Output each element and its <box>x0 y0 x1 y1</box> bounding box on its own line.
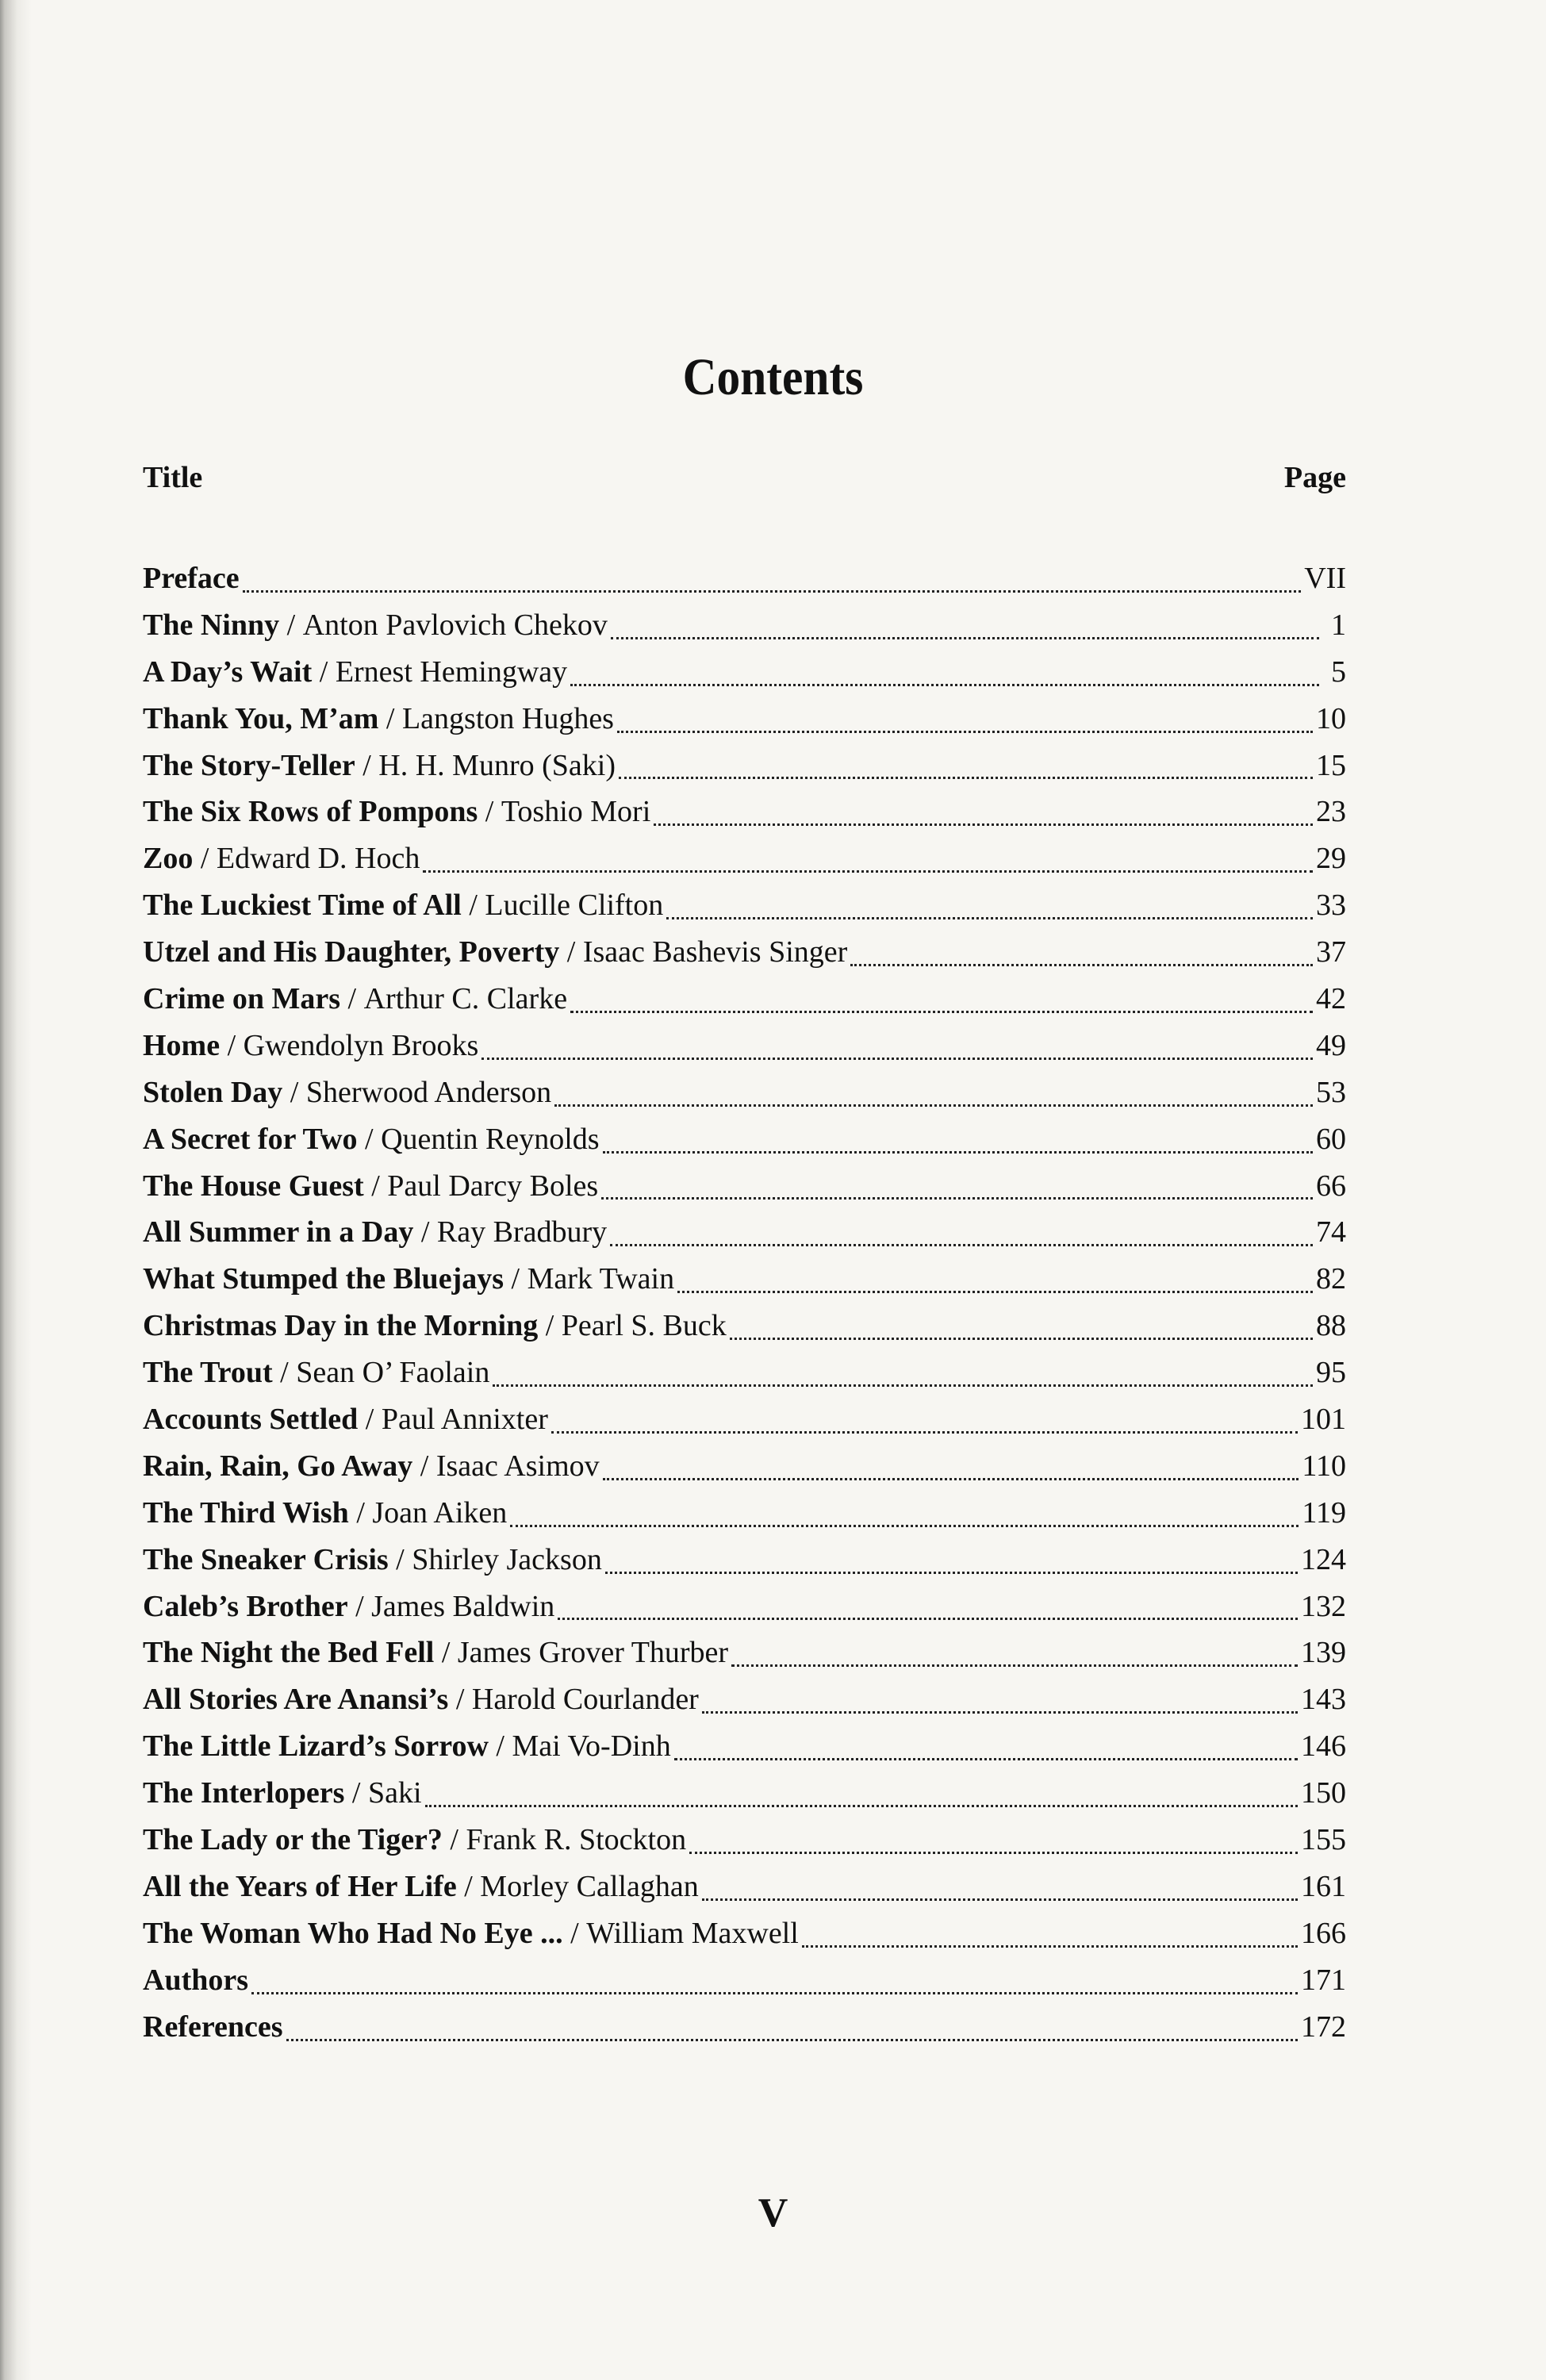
dot-leader <box>605 1572 1298 1574</box>
toc-entry <box>143 1770 1346 1817</box>
toc-entry-separator: / <box>562 1916 587 1950</box>
toc-entry-separator: / <box>478 795 501 829</box>
dot-leader <box>730 1338 1313 1340</box>
toc-entry-title: Caleb’s Brother <box>143 1589 348 1623</box>
toc-entry-author: Ray Bradbury <box>436 1215 608 1250</box>
toc-entry-separator: / <box>347 1589 372 1623</box>
toc-entry-separator: / <box>504 1262 527 1296</box>
toc-entry-title: Utzel and His Daughter, Poverty <box>143 935 560 969</box>
toc-entry <box>143 1723 1346 1770</box>
toc-entry-page: 150 <box>1301 1776 1346 1810</box>
toc-entry-page: 74 <box>1316 1215 1346 1250</box>
dot-leader <box>570 684 1319 686</box>
toc-entry-title: The Trout <box>143 1356 273 1390</box>
dot-leader <box>243 590 1302 593</box>
dot-leader <box>654 823 1313 826</box>
toc-entry-title: The Ninny <box>143 608 280 642</box>
toc-entry-author: Morley Callaghan <box>480 1869 699 1903</box>
dot-leader <box>702 1711 1298 1714</box>
dot-leader <box>802 1945 1298 1948</box>
toc-entry-title: Home <box>143 1028 221 1062</box>
toc-entry-page: 101 <box>1301 1403 1346 1437</box>
toc-entry-separator: / <box>344 1776 368 1810</box>
toc-entry-title: The Night the Bed Fell <box>143 1636 435 1670</box>
toc-entry-author: Quentin Reynolds <box>381 1122 600 1156</box>
toc-entry <box>143 1349 1346 1396</box>
toc-entry-title: What Stumped the Bluejays <box>143 1262 504 1296</box>
toc-entry-title: A Secret for Two <box>143 1122 358 1156</box>
toc-entry-author: Paul Annixter <box>381 1403 548 1437</box>
toc-entry-author: James Grover Thurber <box>457 1636 729 1670</box>
dot-leader <box>677 1291 1313 1293</box>
dot-leader <box>731 1664 1298 1667</box>
toc-entry-title: The Luckiest Time of All <box>143 889 462 923</box>
toc-entry-author: Isaac Bashevis Singer <box>582 935 848 969</box>
toc-entry <box>143 1256 1346 1303</box>
dot-leader <box>554 1104 1313 1107</box>
dot-leader <box>510 1525 1299 1527</box>
toc-entry-separator: / <box>488 1729 512 1764</box>
dot-leader <box>425 1805 1299 1807</box>
toc-entry-title: Zoo <box>143 842 194 876</box>
toc-entry <box>143 1864 1346 1910</box>
toc-entry-page: 53 <box>1316 1075 1346 1109</box>
toc-entry-title: The Third Wish <box>143 1495 349 1530</box>
toc-entry <box>143 1676 1346 1723</box>
toc-entry-page: 37 <box>1316 935 1346 969</box>
toc-entry-page: 155 <box>1301 1823 1346 1857</box>
toc-entry-page: 29 <box>1316 842 1346 876</box>
toc-entry-separator: / <box>282 1075 306 1109</box>
toc-entry-separator: / <box>538 1309 562 1343</box>
toc-entry-author: Edward D. Hoch <box>216 842 420 876</box>
title-column-label: Title <box>143 461 203 494</box>
toc-entry-author: Gwendolyn Brooks <box>243 1028 479 1062</box>
toc-entry-separator: / <box>442 1823 466 1857</box>
toc-entry-page: 119 <box>1302 1495 1346 1530</box>
dot-leader <box>493 1384 1313 1387</box>
toc-entry-author: Sean O’ Faolain <box>296 1356 490 1390</box>
toc-entry-title: The Woman Who Had No Eye ... <box>143 1916 563 1950</box>
toc-entry-page: 1 <box>1331 608 1346 642</box>
toc-entry-author: H. H. Munro (Saki) <box>378 748 616 782</box>
dot-leader <box>619 777 1313 779</box>
toc-entry-page: 82 <box>1316 1262 1346 1296</box>
toc-entry <box>143 1069 1346 1116</box>
toc-entry-page: 172 <box>1301 2010 1346 2044</box>
toc-entry <box>143 696 1346 743</box>
toc-entry-separator: / <box>378 701 402 735</box>
toc-entry-title: All the Years of Her Life <box>143 1869 457 1903</box>
toc-entry <box>143 649 1346 696</box>
toc-entry <box>143 1490 1346 1537</box>
dot-leader <box>689 1852 1298 1854</box>
toc-entry-author: Frank R. Stockton <box>466 1823 687 1857</box>
toc-entry <box>143 1583 1346 1630</box>
toc-entry-page: 49 <box>1316 1028 1346 1062</box>
page-number: V <box>758 2190 788 2236</box>
toc-entry-separator: / <box>348 1495 373 1530</box>
dot-leader <box>558 1618 1298 1620</box>
toc-entry-author: Arthur C. Clarke <box>363 982 568 1016</box>
toc-entry-page: 15 <box>1316 748 1346 782</box>
toc-entry-page: VII <box>1304 562 1346 595</box>
toc-entry-page: 95 <box>1316 1356 1346 1390</box>
dot-leader <box>610 1244 1313 1246</box>
toc-entry <box>143 882 1346 929</box>
toc-entry-title: The Six Rows of Pompons <box>143 795 478 829</box>
dot-leader <box>423 870 1313 873</box>
toc-entry <box>143 1116 1346 1163</box>
toc-entry-page: 171 <box>1301 1963 1346 1997</box>
toc-entry <box>143 1957 1346 2004</box>
dot-leader <box>603 1478 1299 1480</box>
dot-leader <box>551 1431 1298 1434</box>
toc-entry <box>143 743 1346 789</box>
dot-leader <box>666 917 1313 919</box>
toc-entry-author: William Maxwell <box>586 1916 799 1950</box>
toc-entry-separator: / <box>413 1215 437 1250</box>
toc-entry-title: The Story-Teller <box>143 748 355 782</box>
toc-entry-title: Christmas Day in the Morning <box>143 1309 539 1343</box>
toc-entry <box>143 1910 1346 1957</box>
toc-entry-title: The House Guest <box>143 1169 364 1203</box>
toc-entry <box>143 1537 1346 1583</box>
toc-entry-title: Thank You, M’am <box>143 701 379 735</box>
toc-entry-separator: / <box>363 1169 388 1203</box>
toc-entry <box>143 1303 1346 1349</box>
toc-entry-title: The Little Lizard’s Sorrow <box>143 1729 489 1764</box>
toc-entry-page: 66 <box>1316 1169 1346 1203</box>
toc-entry <box>143 1209 1346 1256</box>
toc-entry <box>143 1396 1346 1443</box>
toc-entry-title: The Interlopers <box>143 1776 345 1810</box>
toc-entry-author: Anton Pavlovich Chekov <box>302 608 608 642</box>
toc-entry-separator: / <box>358 1403 382 1437</box>
toc-entry-title: Crime on Mars <box>143 982 341 1016</box>
toc-entry-separator: / <box>388 1542 412 1576</box>
dot-leader <box>570 1011 1313 1013</box>
toc-entry <box>143 602 1346 649</box>
toc-entry-title: Accounts Settled <box>143 1403 359 1437</box>
dot-leader <box>286 2039 1298 2041</box>
toc-entry-author: Pearl S. Buck <box>561 1309 727 1343</box>
toc-entry-author: Lucille Clifton <box>485 889 664 923</box>
toc-entry-page: 161 <box>1301 1869 1346 1903</box>
toc-entry-separator: / <box>412 1449 436 1483</box>
contents-heading: Contents <box>682 348 864 406</box>
toc-entry-title: Preface <box>143 562 240 595</box>
toc-entry-page: 132 <box>1301 1589 1346 1623</box>
dot-leader <box>674 1758 1298 1760</box>
toc-entry-title: Authors <box>143 1963 249 1997</box>
toc-entry-page: 139 <box>1301 1636 1346 1670</box>
page-column-label: Page <box>1283 461 1346 494</box>
toc-entry-page: 23 <box>1316 795 1346 829</box>
toc-entry-title: The Sneaker Crisis <box>143 1542 389 1576</box>
toc-entry-author: Sherwood Anderson <box>305 1075 552 1109</box>
toc-entry-author: Harold Courlander <box>471 1683 699 1717</box>
dot-leader <box>603 1151 1313 1154</box>
toc-entry <box>143 1817 1346 1864</box>
dot-leader <box>481 1058 1313 1060</box>
dot-leader <box>850 964 1313 966</box>
dot-leader <box>617 731 1313 733</box>
toc-entry-author: Ernest Hemingway <box>335 654 568 689</box>
dot-leader <box>611 637 1319 639</box>
toc-entry <box>143 835 1346 882</box>
toc-entry-author: Isaac Asimov <box>435 1449 600 1483</box>
toc-entry-separator: / <box>220 1028 244 1062</box>
toc-entry-title: A Day’s Wait <box>143 654 313 689</box>
toc-entry-page: 88 <box>1316 1309 1346 1343</box>
toc-entry-page: 33 <box>1316 889 1346 923</box>
toc-entry-author: Shirley Jackson <box>412 1542 602 1576</box>
toc-entry-page: 60 <box>1316 1122 1346 1156</box>
toc-entry-title: References <box>143 2010 283 2044</box>
toc-entry <box>143 1630 1346 1676</box>
toc-entry-page: 166 <box>1301 1916 1346 1950</box>
toc-entry <box>143 976 1346 1023</box>
page-gutter-shadow <box>0 0 32 2380</box>
toc-entry-author: Mark Twain <box>527 1262 675 1296</box>
toc-entry-author: James Baldwin <box>371 1589 555 1623</box>
toc-entry-separator: / <box>456 1869 481 1903</box>
toc-entry-page: 42 <box>1316 982 1346 1016</box>
toc-entry <box>143 929 1346 976</box>
toc-entry-separator: / <box>340 982 364 1016</box>
toc-entry-separator: / <box>272 1356 297 1390</box>
dot-leader <box>251 1992 1298 1994</box>
dot-leader <box>702 1898 1298 1901</box>
toc-entry <box>143 1163 1346 1210</box>
toc-entry-separator: / <box>279 608 303 642</box>
toc-entry <box>143 555 1346 602</box>
toc-entry-separator: / <box>355 748 379 782</box>
toc-entry-author: Mai Vo-Dinh <box>512 1729 671 1764</box>
toc-entry <box>143 789 1346 835</box>
toc-entry-author: Paul Darcy Boles <box>387 1169 599 1203</box>
table-of-contents <box>143 555 1346 2051</box>
toc-entry-page: 143 <box>1301 1683 1346 1717</box>
toc-entry <box>143 2004 1346 2051</box>
toc-entry-separator: / <box>193 842 217 876</box>
toc-entry-separator: / <box>357 1122 382 1156</box>
toc-entry-page: 146 <box>1301 1729 1346 1764</box>
toc-entry-author: Saki <box>367 1776 422 1810</box>
toc-entry-separator: / <box>434 1636 458 1670</box>
toc-entry-page: 10 <box>1316 701 1346 735</box>
toc-entry-page: 124 <box>1301 1542 1346 1576</box>
toc-entry-page: 5 <box>1331 654 1346 689</box>
toc-entry-title: Rain, Rain, Go Away <box>143 1449 413 1483</box>
toc-entry-author: Toshio Mori <box>501 795 651 829</box>
toc-entry-author: Langston Hughes <box>401 701 614 735</box>
toc-entry <box>143 1023 1346 1069</box>
toc-entry-separator: / <box>461 889 485 923</box>
toc-entry-title: All Summer in a Day <box>143 1215 414 1250</box>
toc-entry-title: The Lady or the Tiger? <box>143 1823 443 1857</box>
toc-entry-title: All Stories Are Anansi’s <box>143 1683 449 1717</box>
toc-entry-page: 110 <box>1302 1449 1346 1483</box>
dot-leader <box>601 1197 1313 1200</box>
toc-entry-author: Joan Aiken <box>372 1495 508 1530</box>
toc-entry-separator: / <box>312 654 336 689</box>
toc-entry-separator: / <box>559 935 583 969</box>
toc-entry <box>143 1443 1346 1490</box>
toc-entry-separator: / <box>448 1683 472 1717</box>
toc-entry-title: Stolen Day <box>143 1075 283 1109</box>
